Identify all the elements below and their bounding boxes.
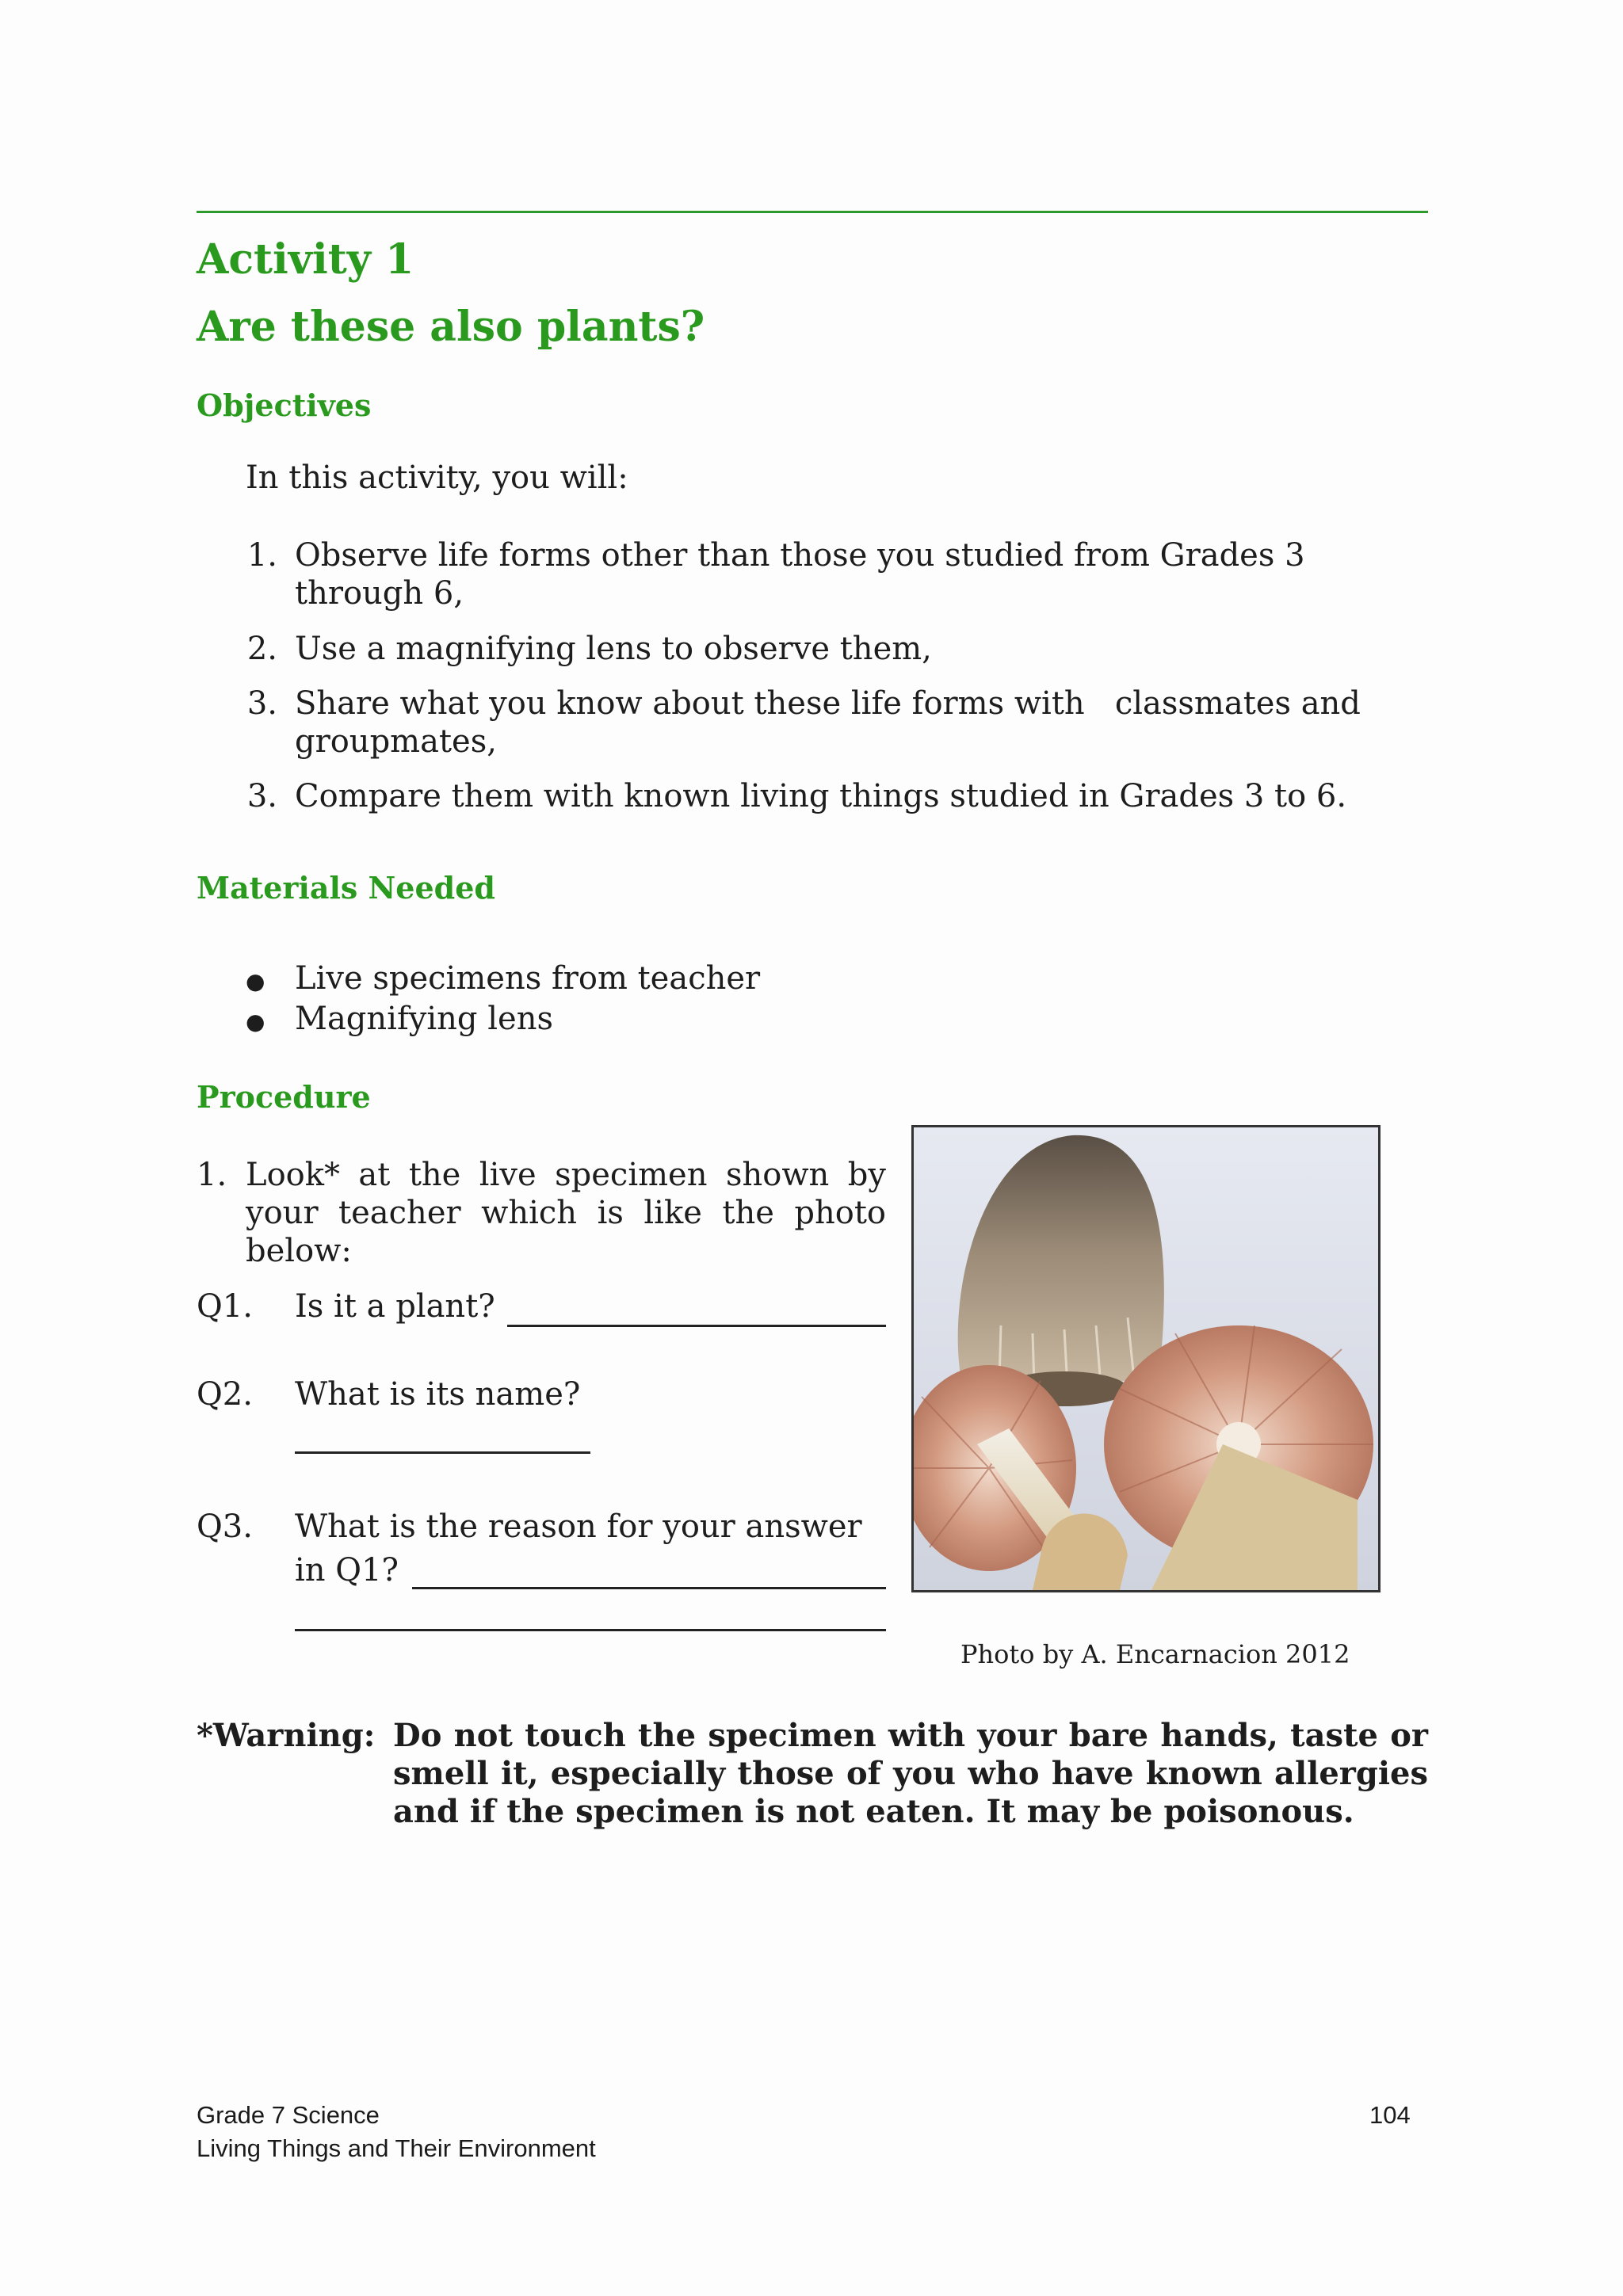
page-number: 104: [1369, 2101, 1411, 2129]
question-text: What is the reason for your answer: [295, 1508, 862, 1545]
warning-text: and if the specimen is not eaten. It may be poisonous.: [393, 1793, 1354, 1830]
warning-text: Do not touch the specimen with your bare hands, taste or: [393, 1717, 1428, 1754]
header-rule: [197, 211, 1428, 213]
objective-number: 3.: [246, 685, 277, 722]
objective-number: 3.: [246, 778, 277, 814]
activity-title: Are these also plants?: [197, 303, 705, 351]
objective-item: Observe life forms other than those you studied from Grades 3: [295, 537, 1305, 574]
objectives-intro: In this activity, you will:: [246, 460, 628, 496]
objective-number: 1.: [246, 537, 277, 574]
question-label: Q3.: [197, 1508, 253, 1545]
question-label: Q1.: [197, 1288, 253, 1325]
material-item: Magnifying lens: [295, 1001, 553, 1037]
objective-item: Share what you know about these life forms with classmates and: [295, 685, 1361, 722]
step-text: Look* at the live specimen shown by: [246, 1157, 886, 1193]
warning-text: smell it, especially those of you who have known allergies: [393, 1755, 1428, 1792]
bullet-icon: ●: [246, 1009, 265, 1035]
answer-blank-q3-line2[interactable]: [295, 1597, 886, 1631]
photo-caption: Photo by A. Encarnacion 2012: [960, 1639, 1350, 1669]
answer-blank-q3[interactable]: [412, 1555, 886, 1589]
question-text-cont: in Q1?: [295, 1552, 399, 1589]
objective-item: Compare them with known living things studied in Grades 3 to 6.: [295, 778, 1347, 814]
activity-number: Activity 1: [197, 235, 414, 284]
step-number: 1.: [197, 1157, 227, 1193]
objective-number: 2.: [246, 631, 277, 667]
step-text: below:: [246, 1233, 352, 1269]
objective-item-cont: through 6,: [295, 575, 464, 612]
warning-label: *Warning:: [197, 1717, 376, 1754]
mushroom-photo: [911, 1125, 1381, 1592]
materials-heading: Materials Needed: [197, 870, 495, 906]
objective-item: Use a magnifying lens to observe them,: [295, 631, 932, 667]
answer-blank-q2[interactable]: [295, 1420, 590, 1454]
bullet-icon: ●: [246, 968, 265, 994]
objectives-heading: Objectives: [197, 387, 372, 423]
objective-item-cont: groupmates,: [295, 723, 497, 760]
question-text: Is it a plant?: [295, 1288, 495, 1325]
question-label: Q2.: [197, 1376, 253, 1413]
answer-blank-q1[interactable]: [507, 1293, 886, 1327]
question-text: What is its name?: [295, 1376, 581, 1413]
material-item: Live specimens from teacher: [295, 960, 761, 997]
footer-course: Grade 7 Science: [197, 2101, 380, 2129]
footer-module: Living Things and Their Environment: [197, 2134, 596, 2162]
step-text: your teacher which is like the photo: [246, 1195, 886, 1231]
procedure-heading: Procedure: [197, 1079, 371, 1115]
